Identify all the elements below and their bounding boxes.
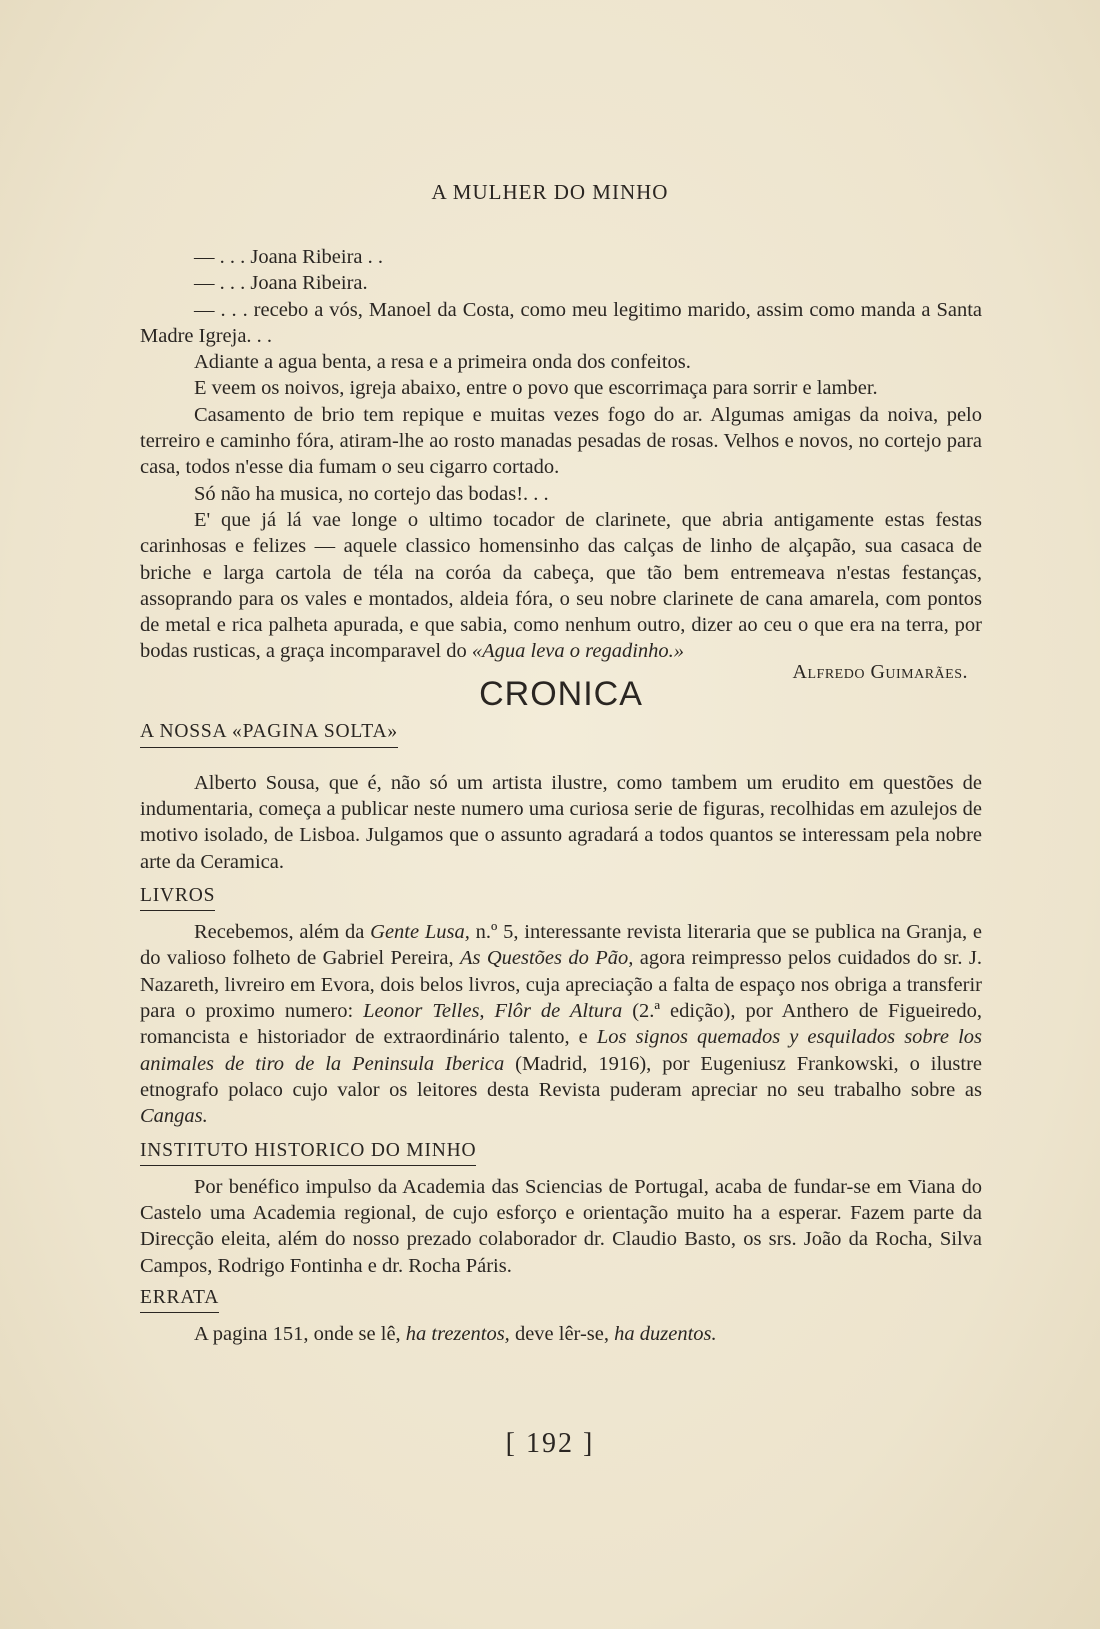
livros-text-part: (2.ª edição), por Anthero de Figueiredo, romancista e historiador de extraordinário talento, e	[140, 1000, 982, 1049]
cronica-title: CRONICA	[479, 675, 643, 714]
section-heading-livros: LIVROS	[140, 883, 215, 911]
errata-text-part: deve lêr-se,	[509, 1323, 615, 1346]
book-title-gente-lusa: Gente Lusa,	[370, 921, 470, 944]
livros-text-part: agora reimpresso pelos cuidados do sr. J. Nazareth, livreiro em Evora, dois belos livros, cuja apreciação a falta de espaço nos obriga a transferir para o proximo numero:	[140, 947, 982, 1023]
paragraph: E veem os noivos, igreja abaixo, entre o povo que escorrimaça para sorrir e lamber.	[194, 377, 878, 400]
paragraph: Casamento de brio tem repique e muitas vezes fogo do ar. Algumas amigas da noiva, pelo terreiro e caminho fóra, atiram-lhe ao rosto manadas pesadas de rosas. Velhos e novos, no cortejo para casa, todos n'esse dia fumam o seu cigarro cortado.	[140, 403, 982, 479]
running-head: A MULHER DO MINHO	[431, 180, 669, 204]
errata-text-part: A pagina 151, onde se lê,	[194, 1323, 406, 1346]
book-title-questoes-do-pao: As Questões do Pão,	[459, 947, 634, 970]
clarinete-quote: «Agua leva o regadinho.»	[471, 640, 685, 663]
clarinete-text: E' que já lá vae longe o ultimo tocador de clarinete, que abria antigamente estas festas carinhosas e felizes — aquele classico homensinho das calças de linho de alçapão, sua casaca de briche e larga cartola de téla na coróa da cabeça, que tão bem entremeava n'estas festanças, assoprando para os vales e montados, aldeia fóra, o seu nobre clarinete de cana amarela, com pontos de metal e rica palheta apurada, e que sabia, como nenhum outro, dizer ao ceu o que era na terra, por bodas rusticas, a graça incomparavel do	[140, 508, 982, 663]
errata-wrong: ha trezentos,	[405, 1323, 510, 1346]
page-number: [ 192 ]	[505, 1428, 595, 1459]
dialogue-line: — . . . Joana Ribeira . .	[194, 246, 384, 268]
errata-correct: ha duzentos.	[614, 1323, 717, 1346]
book-title-leonor-telles: Leonor Telles, Flôr de Altura	[363, 1000, 623, 1023]
section-heading-pagina-solta: A NOSSA «PAGINA SOLTA»	[140, 719, 398, 747]
dialogue-line: — . . . Joana Ribeira.	[194, 272, 368, 295]
article-body	[140, 244, 982, 1348]
author-signature: Alfredo Guimarães.	[792, 660, 968, 683]
livros-text-part: n.º 5, interessante revista literaria que se publica na Granja, e do valioso folheto de Gabriel Pereira,	[140, 921, 983, 970]
clarinete-paragraph	[140, 507, 982, 665]
paragraph: Adiante a agua benta, a resa e a primeira onda dos confeitos.	[194, 351, 691, 374]
livros-text	[140, 919, 982, 1129]
instituto-text: Por benéfico impulso da Academia das Sciencias de Portugal, acaba de fundar-se em Viana do Castelo uma Academia regional, de cujo esforço e orientação muito ha a esperar. Fazem parte da Direcção eleita, além do nosso prezado colaborador dr. Claudio Basto, os srs. João da Rocha, Silva Campos, Rodrigo Fontinha e dr. Rocha Páris.	[140, 1175, 982, 1277]
livros-text-part: (Madrid, 1916), por Eugeniusz Frankowski, o ilustre etnografo polaco cujo valor os leitores desta Revista puderam apreciar no seu trabalho sobre as	[140, 1052, 982, 1101]
livros-text-part: Recebemos, além da	[194, 921, 371, 944]
book-title-cangas: Cangas.	[140, 1105, 208, 1128]
dialogue-line: — . . . recebo a vós, Manoel da Costa, como meu legitimo marido, assim como manda a Santa Madre Igreja. . .	[140, 298, 982, 347]
errata-text	[140, 1321, 982, 1347]
section-heading-errata: ERRATA	[140, 1285, 219, 1313]
pagina-solta-text: Alberto Sousa, que é, não só um artista ilustre, como tambem um erudito em questões de indumentaria, começa a publicar neste numero uma curiosa serie de figuras, recolhidas em azulejos de motivo isolado, de Lisboa. Julgamos que o assunto agradará a todos quantos se interessam pela nobre arte da Ceramica.	[140, 771, 982, 873]
book-title-los-signos: Los signos quemados y esquilados sobre los animales de tiro de la Peninsula Iberica	[140, 1026, 982, 1075]
section-heading-instituto: INSTITUTO HISTORICO DO MINHO	[140, 1138, 476, 1166]
paragraph: Só não ha musica, no cortejo das bodas!. . .	[194, 482, 549, 505]
